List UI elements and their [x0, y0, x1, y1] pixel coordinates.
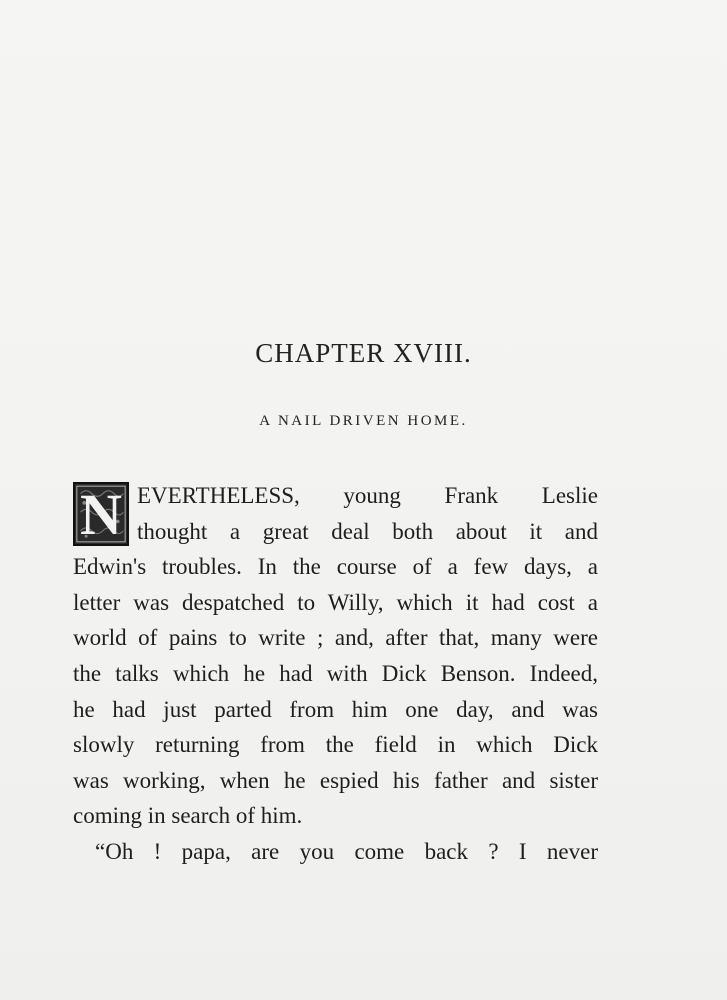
- text-line: Edwin's troubles. In the course of a few days, a: [73, 554, 598, 580]
- text-line: letter was despatched to Willy, which it had cost a: [73, 589, 598, 615]
- body-text: [73, 478, 598, 870]
- text-line: “Oh ! papa, are you come back ? I never: [95, 838, 598, 864]
- text-line: slowly returning from the field in which Dick: [73, 732, 598, 758]
- text-line: world of pains to write ; and, after that, many were: [73, 625, 598, 651]
- chapter-subtitle: A NAIL DRIVEN HOME.: [259, 413, 468, 429]
- text-line: was working, when he espied his father and sister: [73, 767, 598, 793]
- text-line: thought a great deal both about it and: [137, 518, 598, 544]
- text-line: coming in search of him.: [73, 803, 303, 829]
- dropcap-letter: N: [80, 482, 122, 546]
- text-line: the talks which he had with Dick Benson. Indeed,: [73, 660, 598, 686]
- text-line: he had just parted from him one day, and was: [73, 696, 598, 722]
- ornamental-dropcap: [73, 482, 129, 546]
- text-line: EVERTHELESS, young Frank Leslie: [137, 483, 598, 508]
- chapter-title: CHAPTER XVIII.: [255, 338, 472, 368]
